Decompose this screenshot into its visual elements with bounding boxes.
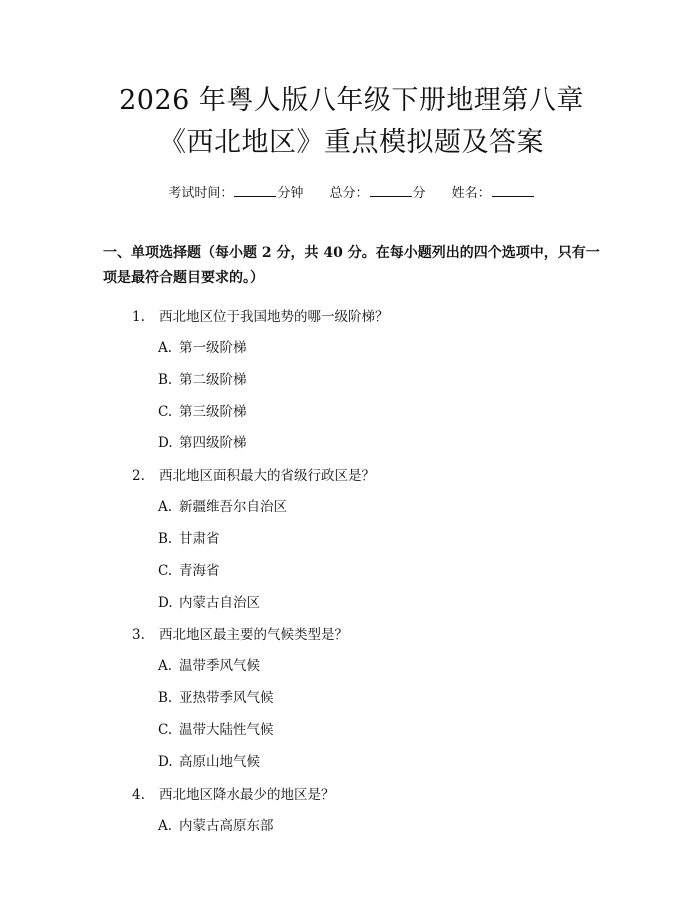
option-text: 内蒙古高原东部 [179,817,274,834]
option-text: 亚热带季风气候 [179,690,274,707]
total-score [329,182,425,201]
question-item [103,301,600,460]
option-key: D. [158,753,173,770]
question-number: 4. [132,786,145,803]
answer-option [103,588,600,620]
answer-option [103,492,600,524]
option-key: A. [158,340,173,356]
section-heading: 一、单项选择题（每小题 2 分，共 40 分。在每小题列出的四个选项中，只有一项是最符合题目要求的。） [103,245,600,286]
question-number: 2. [132,468,145,485]
option-key: D. [158,435,173,452]
answer-option [103,747,600,779]
document-title: 2026 年粤人版八年级下册地理第八章《西北地区》重点模拟题及答案 [119,85,584,158]
option-key: C. [158,403,173,420]
option-text: 高原山地气候 [179,753,260,770]
option-text: 新疆维吾尔自治区 [179,499,287,516]
answer-option [103,365,600,397]
question-item [103,460,600,619]
option-list [103,333,600,460]
option-text: 第四级阶梯 [179,435,247,452]
answer-option [103,651,600,683]
question-number: 3. [132,627,145,644]
exam-time-blank [234,184,276,197]
option-key: A. [158,817,173,834]
option-key: B. [158,530,173,547]
question-stem [103,460,600,492]
question-text: 西北地区面积最大的省级行政区是？ [159,468,375,485]
student-name [452,182,535,201]
answer-option [103,333,600,365]
exam-time-label: 考试时间： [168,186,234,201]
option-key: A. [158,658,173,675]
option-text: 第二级阶梯 [179,371,247,388]
question-stem [103,779,600,811]
question-item [103,779,600,843]
question-text: 西北地区位于我国地势的哪一级阶梯？ [159,309,389,325]
answer-option [103,397,600,429]
student-name-label: 姓名： [451,186,491,201]
option-list [103,492,600,619]
option-list [103,811,600,843]
question-text: 西北地区最主要的气候类型是？ [159,627,348,644]
option-text: 温带大陆性气候 [179,721,274,738]
option-text: 温带季风气候 [179,658,260,675]
option-key: D. [158,594,173,611]
question-number: 1. [132,309,145,325]
question-text: 西北地区降水最少的地区是？ [159,786,335,803]
total-score-label: 总分： [329,186,369,201]
option-text: 第一级阶梯 [179,340,247,356]
option-list [103,651,600,778]
question-list [103,301,600,842]
exam-meta [103,182,600,201]
answer-option [103,524,600,556]
answer-option [103,683,600,715]
option-text: 甘肃省 [179,530,220,547]
option-text: 青海省 [179,562,220,579]
option-text: 第三级阶梯 [179,403,247,420]
option-key: A. [158,499,173,516]
answer-option [103,715,600,747]
option-key: B. [158,371,173,388]
answer-option [103,811,600,843]
exam-time [168,182,303,201]
exam-time-unit: 分钟 [277,186,304,201]
option-text: 内蒙古自治区 [179,594,260,611]
question-stem [103,301,600,333]
option-key: C. [158,721,173,738]
total-score-blank [370,184,412,197]
option-key: B. [158,690,173,707]
student-name-blank [492,184,534,197]
answer-option [103,428,600,460]
question-stem [103,619,600,651]
total-score-unit: 分 [412,186,426,201]
question-item [103,619,600,778]
answer-option [103,556,600,588]
option-key: C. [158,562,173,579]
